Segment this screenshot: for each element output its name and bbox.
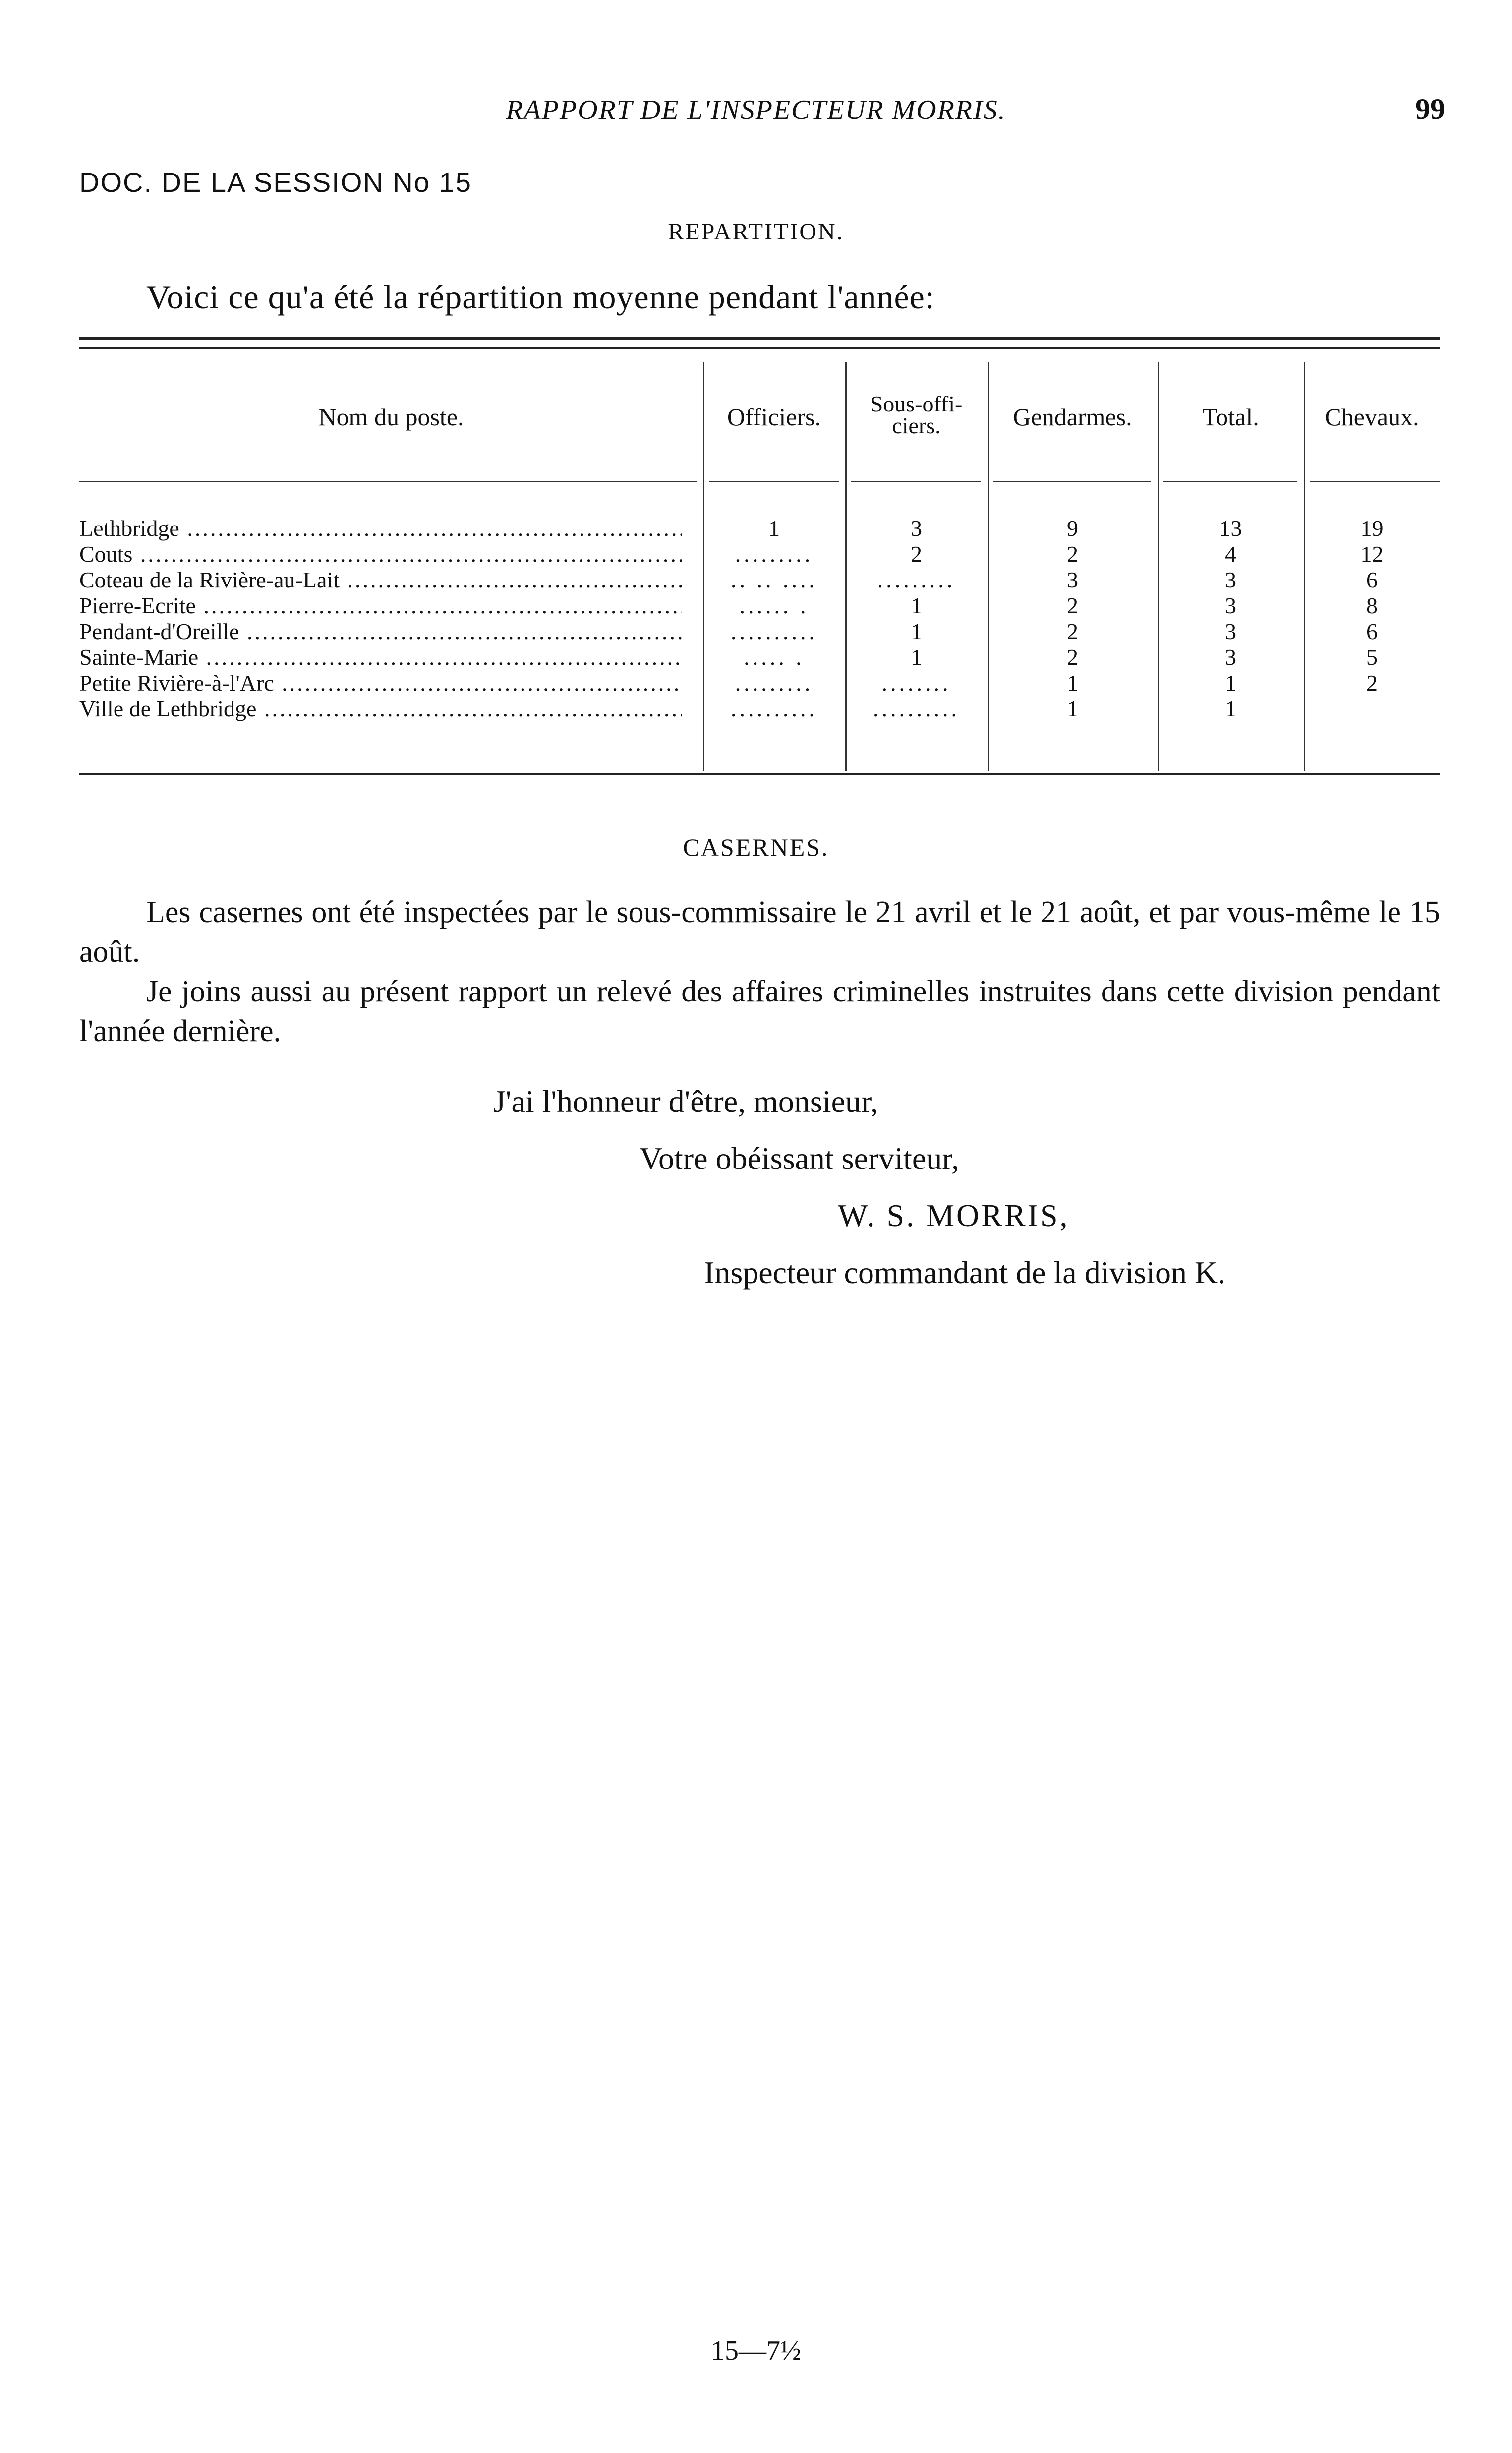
cell-gendarmes: 2 — [1067, 644, 1078, 670]
cell-total: 1 — [1225, 696, 1236, 721]
header-separator — [1163, 481, 1297, 482]
cell-poste: Pierre-Ecrite ..... — [79, 593, 682, 619]
header-separator — [709, 481, 839, 482]
cell-total: 3 — [1225, 619, 1236, 644]
cell-gendarmes: 1 — [1067, 696, 1078, 721]
cell-officiers: ......... — [735, 670, 814, 696]
table-top-rule — [79, 337, 1440, 340]
cell-chevaux: 8 — [1366, 593, 1378, 618]
header-separator — [851, 481, 981, 482]
cell-poste: Lethbridge ..... — [79, 516, 682, 541]
cell-sous-officiers: .......... — [873, 696, 960, 721]
table-bottom-rule — [79, 773, 1440, 775]
cell-officiers: ..... . — [744, 644, 805, 670]
table-row — [79, 670, 1440, 696]
header-chevaux: Chevaux. — [1325, 403, 1419, 431]
cell-gendarmes: 2 — [1067, 541, 1078, 567]
running-title: RAPPORT DE L'INSPECTEUR MORRIS. — [506, 95, 1006, 125]
cell-poste: Petite Rivière-à-l'Arc ..... — [79, 670, 682, 696]
closing-line: J'ai l'honneur d'être, monsieur, — [493, 1084, 878, 1119]
cell-chevaux: 6 — [1366, 619, 1378, 644]
cell-poste: Coteau de la Rivière-au-Lait ..... — [79, 567, 682, 593]
cell-officiers: ......... — [735, 541, 814, 567]
cell-officiers: .......... — [731, 696, 817, 721]
header-officiers: Officiers. — [727, 403, 821, 431]
cell-chevaux: 19 — [1360, 516, 1384, 541]
signature-title: Inspecteur commandant de la division K. — [704, 1255, 1226, 1290]
cell-officiers: .. .. .... — [731, 567, 817, 592]
table-body — [79, 516, 1440, 722]
header-sous-officiers-line1: Sous-offi- — [870, 391, 963, 416]
cell-total: 3 — [1225, 644, 1236, 670]
cell-officiers: ...... . — [739, 593, 809, 618]
cell-officiers: 1 — [768, 516, 780, 541]
cell-chevaux: 5 — [1366, 644, 1378, 670]
cell-total: 1 — [1225, 670, 1236, 696]
header-sous-officiers-line2: ciers. — [892, 413, 941, 438]
header-sous-officiers — [845, 393, 988, 437]
casernes-paragraph-2 — [79, 972, 1440, 1051]
cell-poste: Ville de Lethbridge ..... — [79, 696, 682, 722]
cell-total: 4 — [1225, 541, 1236, 567]
cell-sous-officiers: 3 — [911, 516, 922, 541]
cell-chevaux: 6 — [1366, 567, 1378, 592]
cell-gendarmes: 1 — [1067, 670, 1078, 696]
cell-poste: Couts ..... — [79, 541, 682, 567]
cell-sous-officiers: ........ — [881, 670, 951, 696]
table-row — [79, 516, 1440, 541]
cell-total: 3 — [1225, 593, 1236, 618]
table-row — [79, 541, 1440, 567]
cell-poste: Pendant-d'Oreille ..... — [79, 619, 682, 644]
table-row — [79, 619, 1440, 644]
valediction: Votre obéissant serviteur, — [640, 1141, 959, 1176]
session-label: DOC. DE LA SESSION No 15 — [79, 167, 472, 198]
repartition-table — [79, 350, 1440, 771]
cell-chevaux: 2 — [1366, 670, 1378, 696]
table-row — [79, 593, 1440, 619]
repartition-heading: REPARTITION. — [668, 219, 844, 245]
table-row — [79, 644, 1440, 670]
table-row — [79, 567, 1440, 593]
page-number: 99 — [1415, 93, 1445, 125]
cell-total: 13 — [1219, 516, 1242, 541]
table-top-rule-thin — [79, 347, 1440, 349]
table-row — [79, 696, 1440, 722]
header-total: Total. — [1202, 403, 1259, 431]
casernes-heading: CASERNES. — [683, 833, 829, 861]
signature-name: W. S. MORRIS, — [838, 1198, 1070, 1233]
cell-gendarmes: 2 — [1067, 593, 1078, 618]
cell-gendarmes: 9 — [1067, 516, 1078, 541]
repartition-intro: Voici ce qu'a été la répartition moyenne pendant l'année: — [146, 278, 935, 316]
cell-sous-officiers: 1 — [911, 644, 922, 670]
cell-gendarmes: 2 — [1067, 619, 1078, 644]
cell-total: 3 — [1225, 567, 1236, 592]
cell-officiers: .......... — [731, 619, 817, 644]
cell-sous-officiers: 1 — [911, 619, 922, 644]
cell-gendarmes: 3 — [1067, 567, 1078, 592]
header-poste: Nom du poste. — [318, 403, 464, 431]
cell-poste: Sainte-Marie ..... — [79, 644, 682, 670]
cell-chevaux: 12 — [1360, 541, 1384, 567]
header-gendarmes: Gendarmes. — [1013, 403, 1132, 431]
casernes-paragraph-1-text: Les casernes ont été inspectées par le sous-commissaire le 21 avril et le 21 août, et par vous-même le 15 août. — [79, 895, 1440, 969]
header-separator — [1310, 481, 1440, 482]
cell-sous-officiers: 2 — [911, 541, 922, 567]
cell-sous-officiers: ......... — [877, 567, 956, 592]
header-separator — [993, 481, 1151, 482]
casernes-paragraph-2-text: Je joins aussi au présent rapport un relevé des affaires criminelles instruites dans cette division pendant l'année dernière. — [79, 975, 1440, 1048]
header-separator — [79, 481, 697, 482]
cell-sous-officiers: 1 — [911, 593, 922, 618]
page-footer: 15—7½ — [711, 2336, 801, 2366]
casernes-paragraph-1 — [79, 892, 1440, 972]
